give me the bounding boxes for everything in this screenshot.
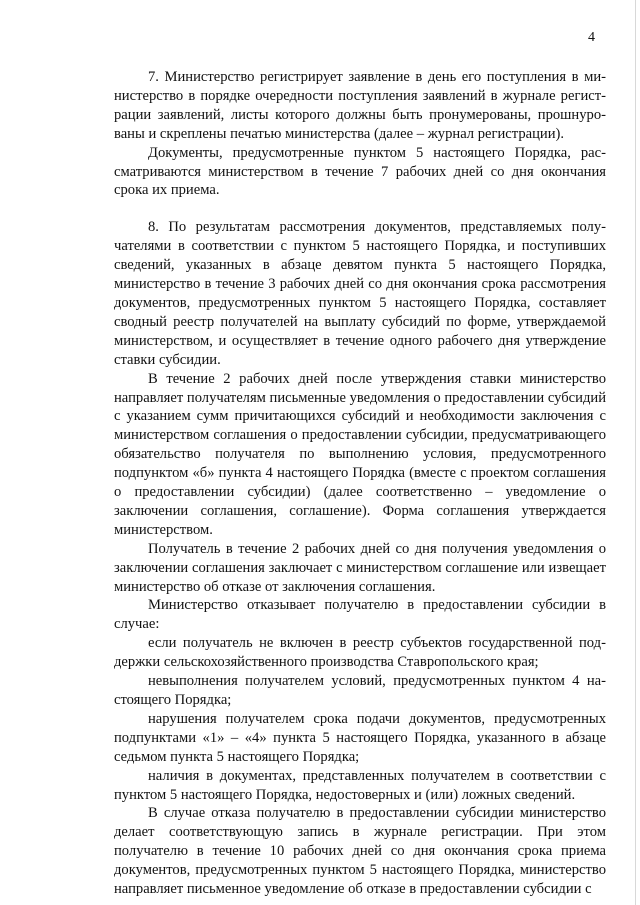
section-7-paragraph-2: Документы, предусмотренные пунктом 5 настоящего Порядка, рассматриваются министерством в течение 7 рабочих дней со дня окончания срока их приема.: [114, 144, 606, 199]
page-number: 4: [588, 30, 595, 45]
refusal-reason-4: наличия в документах, представленных получателем в соответствии с пунктом 5 настоящего Порядка, недостоверных и (или) ложных сведений.: [114, 767, 606, 803]
refusal-reason-2: невыполнения получателем условий, предусмотренных пунктом 4 настоящего Порядка;: [114, 673, 606, 708]
document-body: [114, 68, 606, 899]
section-7-paragraph-1: 7. Министерство регистрирует заявление в день его поступления в министерство в порядке очередности поступления заявлений в журнале регистрации заявлений, листы которого должны быть пронумерованы, прошнурованы и скреплены печатью министерства (далее – журнал регистрации).: [114, 69, 606, 142]
refusal-reason-3: нарушения получателем срока подачи документов, предусмотренных подпунктами «1» – «4» пункта 5 настоящего Порядка, указанного в абзаце седьмом пункта 5 настоящего Порядка;: [114, 710, 606, 765]
scan-edge-line: [635, 0, 636, 905]
section-8-paragraph-4: Министерство отказывает получателю в предоставлении субсидии в случае:: [114, 597, 606, 633]
section-8-paragraph-9: В случае отказа получателю в предоставлении субсидии министерство делает соответствующую запись в журнале регистрации. При этом получателю в течение 10 рабочих дней со дня окончания срока приема документов, предусмотренных пунктом 5 настоящего Порядка, министерство направляет письменное уведомление об отказе в предоставлении субсидии с: [114, 805, 606, 898]
section-8-paragraph-3: Получатель в течение 2 рабочих дней со дня получения уведомления о заключении соглашения заключает с министерством соглашение или извещает министерство об отказе от заключения соглашения.: [114, 540, 606, 595]
section-8-paragraph-1: 8. По результатам рассмотрения документов, представляемых получателями в соответствии с пунктом 5 настоящего Порядка, и поступивших сведений, указанных в абзаце девятом пункта 5 настоящего Порядка, министерство в течение 3 рабочих дней со дня окончания срока рассмотрения документов, предусмотренных пунктом 5 настоящего Порядка, составляет сводный реестр получателей на выплату субсидий по форме, утверждаемой министерством, и осуществляет в течение одного рабочего дня утверждение ставки субсидии.: [114, 219, 606, 368]
section-8-paragraph-2: В течение 2 рабочих дней после утверждения ставки министерство направляет получателям письменные уведомления о предоставлении субсидий с указанием сумм причитающихся субсидий и необходимости заключения с министерством соглашения о предоставлении субсидии, предусматривающего обязательство получателя по выполнению условия, предусмотренного подпунктом «б» пункта 4 настоящего Порядка (вместе с проектом соглашения о предоставлении субсидии) (далее соответственно – уведомление о заключении соглашения, соглашение). Форма соглашения утверждается министерством.: [114, 370, 606, 538]
section-gap: [114, 200, 606, 218]
refusal-reason-1: если получатель не включен в реестр субъектов государственной поддержки сельскохозяйственного производства Ставропольского края;: [114, 635, 606, 671]
